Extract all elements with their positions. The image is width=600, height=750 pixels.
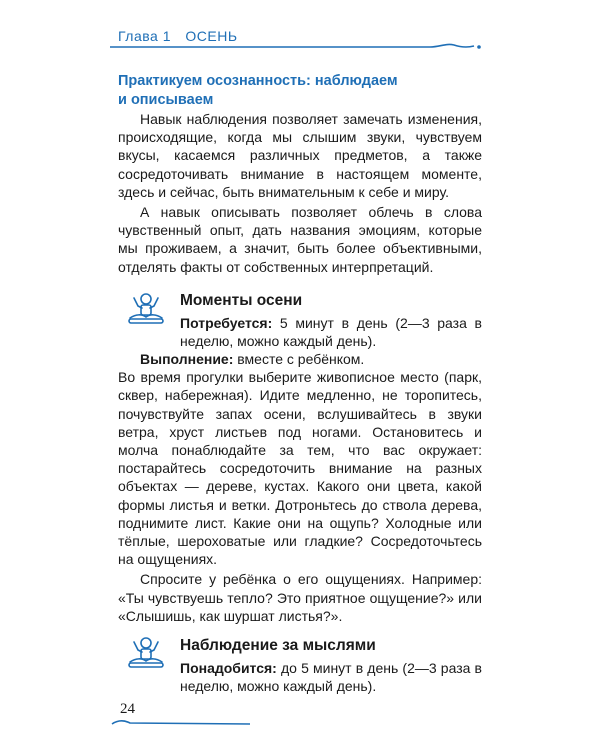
- exercise-1-paragraph-1: Во время прогулки выберите живописное место (парк, сквер, набережная). Идите медленно, не торопитесь, почувствуйте запах осени, вслушивайтесь в звуки ветра, хруст листьев под ногами. Остановитесь и молча понаблюдайте за тем, что вас окружает: постарайтесь сосредоточить внимание на разных объектах — дереве, кустах. Какого они цвета, какой формы листья и ветки. Дотроньтесь до ствола дерева, поднимите лист. Какие они на ощупь? Холодные или тёплые, шероховатые или гладкие? Сосредоточьтесь на ощущениях.: [118, 369, 482, 568]
- chapter-title: ОСЕНЬ: [185, 28, 238, 44]
- meditation-icon: [126, 636, 166, 670]
- exercise-1-body: [118, 350, 482, 625]
- needs-label: Потребуется:: [180, 315, 273, 331]
- exercise-1-title: Моменты осени: [180, 292, 303, 309]
- section-heading-line2: и описываем: [118, 92, 214, 108]
- section-heading: [118, 72, 482, 110]
- exercise-1-paragraph-2: Спросите у ребёнка о его ощущениях. Например: «Ты чувствуешь тепло? Это приятное ощущение?» или «Слышишь, как шуршат листья?».: [118, 571, 482, 624]
- exec-text: вместе с ребёнком.: [237, 351, 365, 367]
- needs-label: Понадобится:: [180, 660, 277, 676]
- needs-text: 5 минут в день (2—3 раза в неделю, можно каждый день).: [180, 315, 482, 350]
- exercise-1-needs: [180, 314, 482, 350]
- meditation-icon: [126, 292, 166, 326]
- section-body: [118, 110, 482, 276]
- exec-label: Выполнение:: [140, 351, 234, 367]
- needs-text: до 5 минут в день (2—3 раза в неделю, можно каждый день).: [180, 660, 482, 695]
- exercise-2-title: Наблюдение за мыслями: [180, 637, 376, 654]
- chapter-label: Глава 1: [118, 28, 171, 44]
- section-paragraph-1: Навык наблюдения позволяет замечать изменения, происходящие, когда мы слышим звуки, чувствуем вкусы, касаемся различных предметов, а также сосредоточивать внимание в настоящем моменте, здесь и сейчас, быть внимательным к себе и миру.: [118, 111, 482, 200]
- section-heading-line1: Практикуем осознанность: наблюдаем: [118, 73, 398, 89]
- exercise-2-needs: [180, 659, 482, 695]
- section-paragraph-2: А навык описывать позволяет облечь в слова чувственный опыт, дать названия эмоциям, которые мы проживаем, а значит, быть более объективными, отделять факты от собственных интерпретаций.: [118, 204, 482, 275]
- page-number: 24: [120, 701, 135, 717]
- header-rule: [110, 42, 490, 52]
- footer-rule: [110, 718, 260, 730]
